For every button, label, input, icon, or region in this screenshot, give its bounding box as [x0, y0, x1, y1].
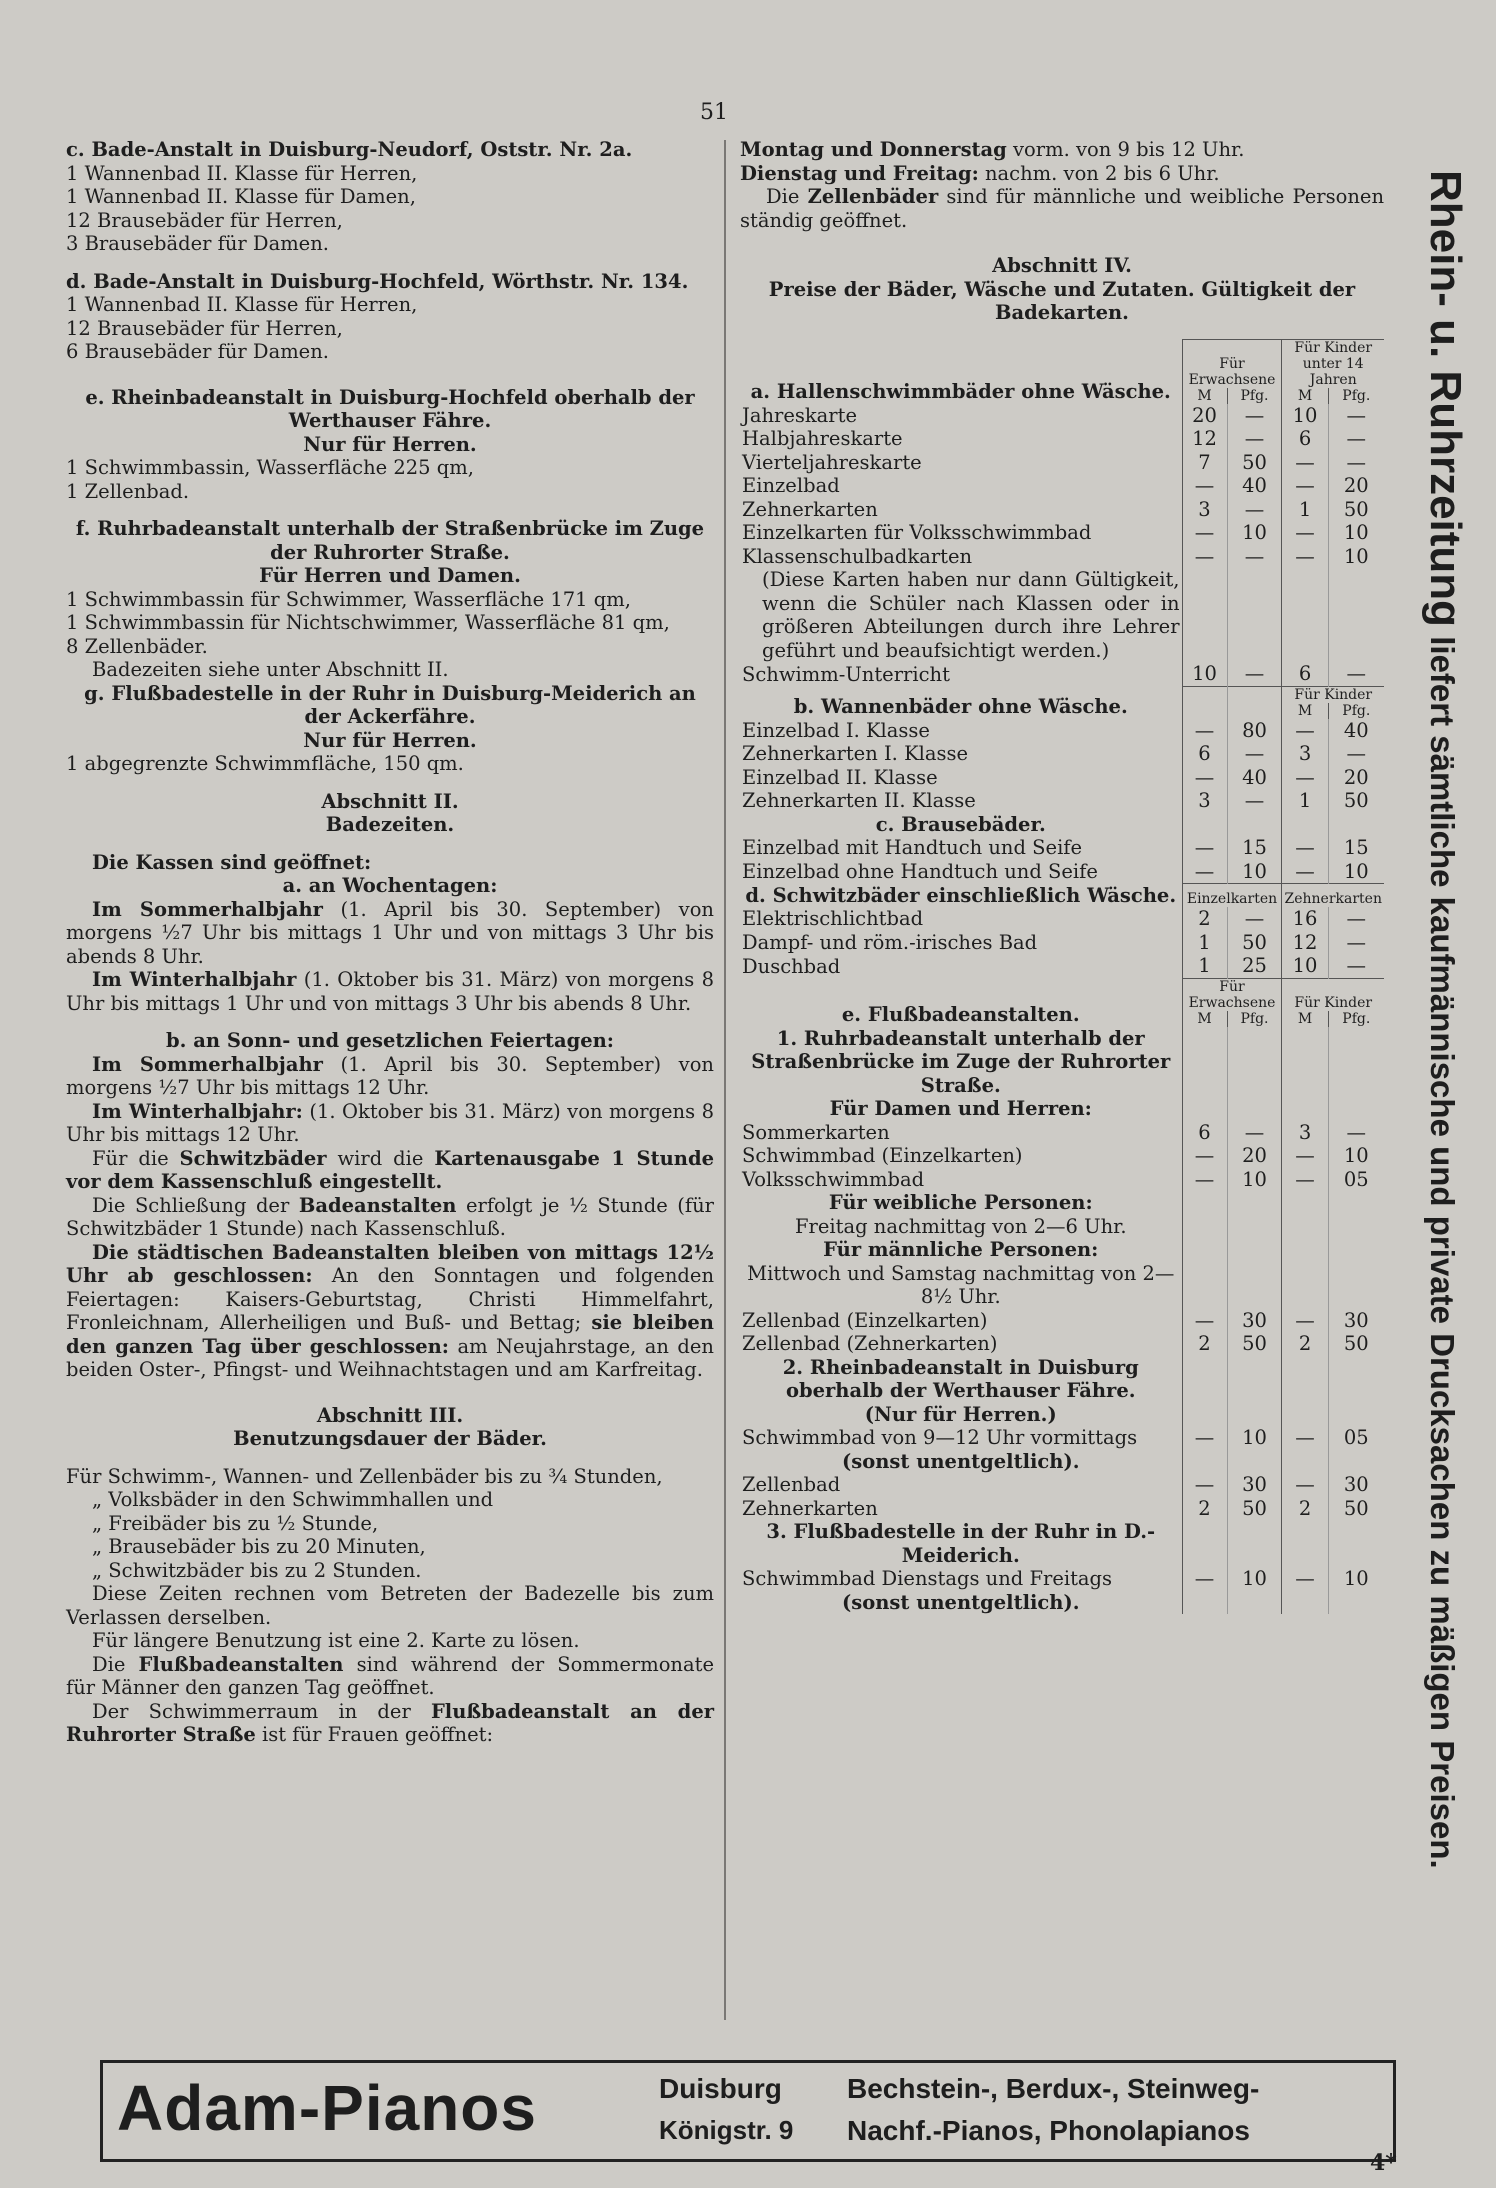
price-value: 10 [1227, 521, 1282, 545]
section-f-note: Badezeiten siehe unter Abschnitt II. [92, 658, 449, 681]
section-a-last-row [740, 662, 1384, 686]
section-d-rows [740, 907, 1384, 978]
price-value: 20 [1182, 404, 1227, 428]
price-value: — [1182, 766, 1227, 790]
price-row [740, 742, 1384, 766]
header-adult: Für Erwachsene [1182, 978, 1282, 1011]
price-label: Sommerkarten [742, 1120, 890, 1144]
price-value: 50 [1227, 1497, 1282, 1521]
price-label: Zehnerkarten I. Klasse [742, 742, 969, 765]
price-value: 10 [1328, 521, 1384, 545]
price-row [740, 1332, 1384, 1356]
flussbad-note: Die Flußbadeanstalten sind während der Sommermonate für Männer den ganzen Tag geöffnet. [66, 1652, 714, 1699]
price-row [740, 474, 1384, 498]
price-row [740, 836, 1384, 860]
section-c-rows [740, 836, 1384, 884]
price-value: — [1182, 1426, 1227, 1450]
price-value: — [1182, 860, 1227, 884]
price-value: — [1328, 907, 1384, 931]
price-label: Schwimmbad (Einzelkarten) [742, 1144, 1023, 1167]
price-value: — [1282, 766, 1328, 790]
header-pfg: Pfg. [1328, 388, 1384, 404]
section-e-line: 1 Zellenbad. [66, 479, 190, 503]
price-value: 30 [1328, 1473, 1384, 1497]
price-value: — [1282, 836, 1328, 860]
price-row [740, 451, 1384, 475]
price-row [740, 1121, 1384, 1145]
weibliche-times: Freitag nachmittag von 2—6 Uhr. [794, 1214, 1127, 1238]
abschnitt-2-subtitle: Badezeiten. [325, 813, 455, 836]
price-value: 40 [1227, 474, 1282, 498]
price-value: — [1282, 719, 1328, 743]
price-label: Zehnerkarten [742, 1496, 878, 1520]
price-value: — [1182, 836, 1227, 860]
price-value: 10 [1328, 1567, 1384, 1591]
dauer-line: „ Freibäder bis zu ½ Stunde, [92, 1511, 379, 1535]
section-f-subtitle: Für Herren und Damen. [259, 564, 521, 587]
price-value: 1 [1282, 789, 1328, 813]
section-d-line: 12 Brausebäder für Herren, [66, 316, 343, 340]
schliessung-note: Die Schließung der Badeanstalten erfolgt je ½ Stunde (für Schwitzbäder 1 Stunde) nach Kassenschluß. [66, 1193, 715, 1240]
price-value: 12 [1282, 931, 1328, 955]
section-c-title: c. Bade-Anstalt in Duisburg-Neudorf, Oststr. Nr. 2a. [66, 138, 633, 161]
wochentage-summer: Im Sommerhalbjahr (1. April bis 30. September) von morgens ½7 Uhr bis mittags 1 Uhr und von mittags 3 Uhr bis abends 8 Uhr. [66, 897, 714, 968]
price-label: Einzelbad II. Klasse [742, 765, 938, 789]
section-e1-subtitle: Für Damen und Herren: [829, 1097, 1092, 1120]
section-e-title: e. Rheinbadeanstalt in Duisburg-Hochfeld oberhalb der Werthauser Fähre. [85, 385, 695, 432]
maennliche-times: Mittwoch und Samstag nachmittag von 2—8½ Uhr. [747, 1261, 1175, 1308]
price-value: 6 [1182, 1121, 1227, 1145]
section-f-title: f. Ruhrbadeanstalt unterhalb der Straßenbrücke im Zuge der Ruhrorter Straße. [75, 517, 705, 564]
price-value: 15 [1227, 836, 1282, 860]
price-label: Einzelbad mit Handtuch und Seife [742, 836, 1083, 859]
schwitzbaeder-note: Für die Schwitzbäder wird die Kartenausgabe 1 Stunde vor dem Kassenschluß eingestellt. [66, 1146, 714, 1193]
price-label: Klassenschulbadkarten [742, 544, 973, 568]
abschnitt-3-subtitle: Benutzungsdauer der Bäder. [233, 1427, 547, 1450]
section-f-line: 1 Schwimmbassin für Schwimmer, Wasserfläche 171 qm, [66, 587, 631, 611]
header-pfg: Pfg. [1227, 1011, 1282, 1027]
price-value: — [1328, 427, 1384, 451]
price-value: — [1328, 1121, 1384, 1145]
header-m: M [1182, 388, 1227, 404]
price-value: 80 [1227, 719, 1282, 743]
price-value: — [1282, 1426, 1328, 1450]
price-value: — [1227, 404, 1282, 428]
price-value: 50 [1227, 1332, 1282, 1356]
dauer-line: „ Schwitzbäder bis zu 2 Stunden. [92, 1558, 422, 1582]
price-value: — [1182, 719, 1227, 743]
price-value: 40 [1328, 719, 1384, 743]
section-d-title: d. Schwitzbäder einschließlich Wäsche. [745, 883, 1177, 907]
price-value: — [1282, 1567, 1328, 1591]
price-label: Zellenbad (Zehnerkarten) [742, 1332, 998, 1355]
price-value: — [1227, 907, 1282, 931]
price-value: 6 [1282, 427, 1328, 451]
price-label: Dampf- und röm.-irisches Bad [742, 930, 1038, 954]
section-a-note: (Diese Karten haben nur dann Gültigkeit, wenn die Schüler nach Klassen oder in größeren Abteilungen durch ihre Lehrer geführt und beaufsichtigt werden.) [762, 568, 1180, 662]
section-a-title: a. Hallenschwimmbäder ohne Wäsche. [750, 380, 1171, 403]
wochentage-heading: a. an Wochentagen: [282, 874, 498, 897]
abschnitt-2-title: Abschnitt II. [321, 789, 459, 813]
right-column [740, 138, 1384, 1614]
section-e2-subtitle: (Nur für Herren.) [864, 1402, 1057, 1426]
price-value: 25 [1227, 954, 1282, 978]
abschnitt-4-subtitle: Preise der Bäder, Wäsche und Zutaten. Gültigkeit der Badekarten. [768, 277, 1356, 324]
header-m: M [1182, 1011, 1227, 1027]
header-child: Für Kinder [1282, 686, 1384, 703]
price-value: 6 [1282, 662, 1328, 686]
price-value: — [1328, 931, 1384, 955]
section-g-title: g. Flußbadestelle in der Ruhr in Duisburg-Meiderich an der Ackerfähre. [84, 681, 696, 728]
wochentage-winter: Im Winterhalbjahr (1. Oktober bis 31. März) von morgens 8 Uhr bis mittags 1 Uhr und von mittags 3 Uhr bis abends 8 Uhr. [66, 968, 714, 1015]
dauer-line: „ Brausebäder bis zu 20 Minuten, [92, 1535, 426, 1558]
section-e2-rows [740, 1473, 1384, 1520]
frauen-note: Der Schwimmerraum in der Flußbadeanstalt an der Ruhrorter Straße ist für Frauen geöffnet: [66, 1699, 714, 1746]
price-row [740, 1144, 1384, 1168]
ad-street: Königstr. 9 [659, 2115, 794, 2145]
abschnitt-3-title: Abschnitt III. [316, 1403, 464, 1427]
geschlossen-note: Die städtischen Badeanstalten bleiben von mittags 12½ Uhr ab geschlossen: An den Sonntagen und folgenden Feiertagen: Kaisers-Geburtstag, Christi Himmelfahrt, Fronleichnam, Allerheiligen und Buß- und Bettag; sie bleiben den ganzen Tag über geschlossen: am Neujahrstage, an den beiden Oster-, Pfingst- und Weihnachtstagen und am Karfreitag. [66, 1240, 715, 1381]
section-b-title: b. Wannenbäder ohne Wäsche. [793, 695, 1128, 718]
price-value: 2 [1282, 1497, 1328, 1521]
price-label: Einzelbad [742, 474, 840, 497]
price-row [740, 766, 1384, 790]
price-label: Schwimmbad von 9—12 Uhr vormittags [742, 1426, 1138, 1449]
price-value: — [1282, 1168, 1328, 1192]
side-banner-bold: Rhein- u. Ruhrzeitung [1421, 170, 1470, 628]
price-value: — [1282, 860, 1328, 884]
price-value: — [1227, 1121, 1282, 1145]
section-e2-row [740, 1426, 1384, 1450]
price-value: 20 [1328, 766, 1384, 790]
price-value: — [1282, 474, 1328, 498]
price-value: — [1227, 427, 1282, 451]
price-value: 12 [1182, 427, 1227, 451]
price-value: — [1282, 1144, 1328, 1168]
price-row [740, 954, 1384, 978]
price-value: 2 [1182, 1332, 1227, 1356]
price-value: 10 [1227, 1426, 1282, 1450]
price-row [740, 1567, 1384, 1591]
section-e2-note: (sonst unentgeltlich). [842, 1449, 1080, 1473]
price-value: 10 [1227, 1567, 1282, 1591]
feiertage-winter: Im Winterhalbjahr: (1. Oktober bis 31. März) von morgens 8 Uhr bis mittags 12 Uhr. [66, 1099, 715, 1146]
price-row [740, 719, 1384, 743]
price-label: Jahreskarte [742, 403, 858, 427]
price-value: — [1227, 498, 1282, 522]
price-value: — [1328, 451, 1384, 475]
price-value: — [1328, 662, 1384, 686]
price-value: 1 [1182, 931, 1227, 955]
price-row [740, 789, 1384, 813]
price-row [740, 1473, 1384, 1497]
price-row [740, 1426, 1384, 1450]
section-f-line: 8 Zellenbäder. [66, 634, 208, 658]
price-label: Zellenbad (Einzelkarten) [742, 1308, 988, 1332]
advertisement [100, 2060, 1396, 2162]
price-table [740, 339, 1384, 1615]
price-value: — [1328, 954, 1384, 978]
section-e1-rows2 [740, 1309, 1384, 1356]
price-row [740, 907, 1384, 931]
feiertage-heading: b. an Sonn- und gesetzlichen Feiertagen: [166, 1029, 614, 1052]
maennliche-heading: Für männliche Personen: [823, 1238, 1099, 1261]
price-value: 10 [1282, 954, 1328, 978]
price-value: — [1182, 1168, 1227, 1192]
price-value: — [1227, 662, 1282, 686]
price-row [740, 521, 1384, 545]
price-label: Volksschwimmbad [742, 1167, 925, 1191]
price-label: Einzelbad I. Klasse [742, 718, 930, 742]
header-m: M [1282, 1011, 1328, 1027]
price-value: 30 [1328, 1309, 1384, 1333]
section-e3-note: (sonst unentgeltlich). [842, 1590, 1080, 1614]
price-value: 3 [1182, 498, 1227, 522]
price-label: Einzelkarten für Volksschwimmbad [742, 521, 1092, 544]
ad-line2: Nachf.-Pianos, Phonolapianos [847, 2115, 1250, 2146]
price-value: — [1182, 521, 1227, 545]
price-value: — [1182, 1473, 1227, 1497]
price-value: 40 [1227, 766, 1282, 790]
section-a-rows [740, 404, 1384, 569]
price-row [740, 1497, 1384, 1521]
page-number: 51 [700, 100, 728, 125]
price-value: 3 [1282, 742, 1328, 766]
price-value: 20 [1227, 1144, 1282, 1168]
section-g-line: 1 abgegrenzte Schwimmfläche, 150 qm. [66, 752, 464, 775]
price-value: 10 [1282, 404, 1328, 428]
price-value: — [1282, 521, 1328, 545]
price-row [740, 545, 1384, 569]
price-value: 1 [1182, 954, 1227, 978]
price-value: 2 [1182, 1497, 1227, 1521]
section-e3-row [740, 1567, 1384, 1591]
price-label: Halbjahreskarte [742, 427, 903, 450]
section-c-line: 1 Wannenbad II. Klasse für Damen, [66, 185, 416, 208]
price-value: 7 [1182, 451, 1227, 475]
section-d-line: 1 Wannenbad II. Klasse für Herren, [66, 293, 418, 316]
zellenbaeder-note: Die Zellenbäder sind für männliche und weibliche Personen ständig geöffnet. [740, 185, 1384, 232]
price-value: 20 [1328, 474, 1384, 498]
price-value: — [1282, 545, 1328, 569]
price-value: 6 [1182, 742, 1227, 766]
price-value: 2 [1282, 1332, 1328, 1356]
price-row [740, 1168, 1384, 1192]
ad-line1: Bechstein-, Berdux-, Steinweg- [847, 2073, 1260, 2104]
price-value: 10 [1328, 1144, 1384, 1168]
price-value: 16 [1282, 907, 1328, 931]
section-e-title: e. Flußbadeanstalten. [841, 1003, 1080, 1026]
price-label: Duschbad [742, 954, 841, 978]
price-value: — [1182, 545, 1227, 569]
dauer-note: Für längere Benutzung ist eine 2. Karte zu lösen. [92, 1629, 580, 1652]
ad-city: Duisburg [659, 2073, 782, 2104]
price-value: 50 [1328, 1497, 1384, 1521]
price-value: 05 [1328, 1426, 1384, 1450]
section-d-title: d. Bade-Anstalt in Duisburg-Hochfeld, Wörthstr. Nr. 134. [66, 269, 689, 293]
column-divider [724, 140, 726, 2020]
kassen-heading: Die Kassen sind geöffnet: [92, 850, 372, 874]
price-label: Zellenbad [742, 1473, 841, 1496]
price-value: 50 [1328, 1332, 1384, 1356]
price-label: Schwimm-Unterricht [742, 662, 950, 686]
section-e3-title: 3. Flußbadestelle in der Ruhr in D.-Meiderich. [766, 1520, 1156, 1567]
header-adult: Für Erwachsene [1182, 339, 1282, 388]
price-value: 1 [1282, 498, 1328, 522]
price-value: 30 [1227, 1473, 1282, 1497]
header-m: M [1282, 703, 1328, 719]
price-value: 10 [1182, 662, 1227, 686]
section-d-line: 6 Brausebäder für Damen. [66, 340, 329, 363]
side-banner-rest: liefert sämtliche kaufmännische und private Drucksachen zu mäßigen Preisen. [1424, 627, 1461, 1869]
abschnitt-4-title: Abschnitt IV. [992, 254, 1132, 277]
price-value: 50 [1227, 451, 1282, 475]
price-value: 50 [1328, 789, 1384, 813]
price-value: 15 [1328, 836, 1384, 860]
section-g-subtitle: Nur für Herren. [303, 728, 477, 752]
opening-tue-fri: Dienstag und Freitag: nachm. von 2 bis 6 Uhr. [740, 161, 1220, 185]
header-pfg: Pfg. [1328, 703, 1384, 719]
price-value: — [1182, 1309, 1227, 1333]
section-c-title: c. Brausebäder. [875, 812, 1046, 836]
price-value: 50 [1227, 931, 1282, 955]
price-value: — [1227, 742, 1282, 766]
price-row [740, 662, 1384, 686]
ad-brand: Adam-Pianos [117, 2072, 537, 2144]
price-label: Zehnerkarten [742, 497, 878, 521]
section-e1-rows [740, 1121, 1384, 1192]
dauer-line: „ Volksbäder in den Schwimmhallen und [92, 1488, 494, 1511]
section-c-line: 12 Brausebäder für Herren, [66, 208, 343, 232]
price-value: 50 [1328, 498, 1384, 522]
section-e1-title: 1. Ruhrbadeanstalt unterhalb der Straßenbrücke im Zuge der Ruhrorter Straße. [751, 1026, 1171, 1097]
header-einzel: Einzelkarten [1182, 884, 1282, 908]
header-m: M [1282, 388, 1328, 404]
price-value: — [1227, 789, 1282, 813]
price-value: 10 [1227, 1168, 1282, 1192]
section-f-line: 1 Schwimmbassin für Nichtschwimmer, Wasserfläche 81 qm, [66, 611, 670, 634]
feiertage-summer: Im Sommerhalbjahr (1. April bis 30. September) von morgens ½7 Uhr bis mittags 12 Uhr. [66, 1052, 714, 1099]
header-zehner: Zehnerkarten [1282, 884, 1384, 908]
section-e-subtitle: Nur für Herren. [303, 432, 477, 456]
section-e2-title: 2. Rheinbadeanstalt in Duisburg oberhalb der Werthauser Fähre. [782, 1355, 1139, 1402]
header-pfg: Pfg. [1227, 388, 1282, 404]
price-value: 2 [1182, 907, 1227, 931]
price-value: — [1182, 1567, 1227, 1591]
price-value: — [1182, 1144, 1227, 1168]
price-value: 10 [1328, 860, 1384, 884]
price-value: 30 [1227, 1309, 1282, 1333]
price-value: — [1282, 1309, 1328, 1333]
price-row [740, 1309, 1384, 1333]
price-value: — [1182, 474, 1227, 498]
price-value: 05 [1328, 1168, 1384, 1192]
price-value: 3 [1182, 789, 1227, 813]
section-c-line: 1 Wannenbad II. Klasse für Herren, [66, 161, 418, 185]
price-value: 10 [1328, 545, 1384, 569]
price-label: Vierteljahreskarte [742, 450, 922, 474]
header-pfg: Pfg. [1328, 1011, 1384, 1027]
price-row [740, 404, 1384, 428]
header-child: Für Kinder [1282, 978, 1384, 1011]
side-banner-text [1420, 170, 1470, 1869]
dauer-note: Diese Zeiten rechnen vom Betreten der Badezelle bis zum Verlassen derselben. [66, 1582, 714, 1629]
price-value: 10 [1227, 860, 1282, 884]
left-column [66, 138, 714, 1747]
price-value: — [1282, 451, 1328, 475]
price-value: — [1328, 742, 1384, 766]
price-row [740, 498, 1384, 522]
opening-mon-thu: Montag und Donnerstag vorm. von 9 bis 12 Uhr. [740, 138, 1245, 161]
price-label: Zehnerkarten II. Klasse [742, 789, 976, 812]
price-value: 3 [1282, 1121, 1328, 1145]
side-banner [1392, 170, 1482, 2050]
weibliche-heading: Für weibliche Personen: [828, 1191, 1093, 1214]
price-row [740, 931, 1384, 955]
price-value: — [1227, 545, 1282, 569]
section-c-line: 3 Brausebäder für Damen. [66, 232, 329, 255]
price-label: Einzelbad ohne Handtuch und Seife [742, 860, 1098, 883]
price-label: Elektrischlichtbad [742, 907, 924, 930]
price-row [740, 860, 1384, 884]
header-child14: Für Kinder unter 14 Jahren [1282, 339, 1384, 388]
price-label: Schwimmbad Dienstags und Freitags [742, 1567, 1113, 1590]
dauer-line: Für Schwimm-, Wannen- und Zellenbäder bis zu ¾ Stunden, [66, 1464, 663, 1488]
footer-mark: 4* [1370, 2150, 1397, 2176]
price-value: — [1282, 1473, 1328, 1497]
price-value: — [1328, 404, 1384, 428]
section-e-line: 1 Schwimmbassin, Wasserfläche 225 qm, [66, 456, 474, 479]
price-row [740, 427, 1384, 451]
section-b-rows [740, 719, 1384, 813]
